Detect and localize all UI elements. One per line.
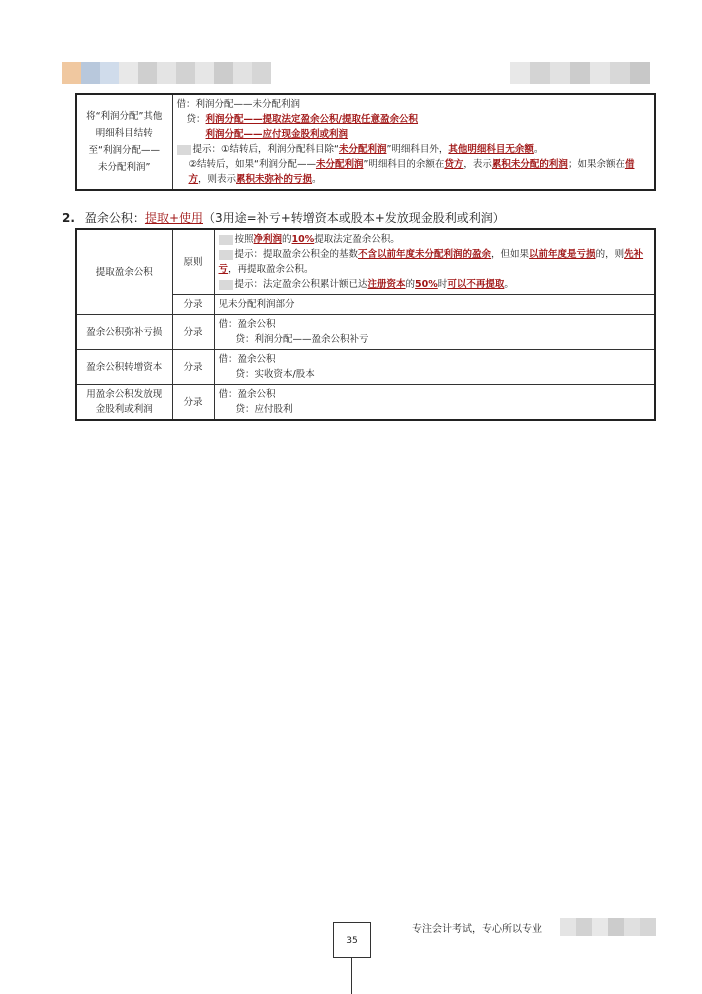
credit-line: 贷：应付股利 [235,404,293,415]
blur-block [157,62,176,84]
entry-cell: 见未分配利润部分 [214,295,655,315]
blur-block [530,62,550,84]
blur-block [62,62,81,84]
principle-line-1: 按照净利润的10%提取法定盈余公积。 [219,232,651,247]
blur-block [510,62,530,84]
table-row [76,315,655,350]
row-label: 用盈余公积发放现金股利或利润 [76,385,172,421]
debit-line: 借：盈余公积 [218,389,276,400]
blur-block [81,62,100,84]
page-number: 35 [333,922,371,958]
credit-line: 贷：实收资本/股本 [235,369,315,380]
blur-block [590,62,610,84]
section-number: 2. [62,211,75,225]
entry-cell [214,350,655,385]
blur-block [608,918,624,936]
blur-block [640,918,656,936]
tip-icon [219,250,233,260]
credit-line-1: 贷：利润分配——提取法定盈余公积/提取任意盈余公积 [186,114,419,125]
table-row [76,385,655,421]
blur-block [233,62,252,84]
credit-line: 贷：利润分配——盈余公积补亏 [235,334,369,345]
surplus-reserve-table [75,228,656,421]
blur-block [560,918,576,936]
blur-block [252,62,271,84]
row-label: 将“利润分配”其他明细科目结转至“利润分配——未分配利润” [76,94,172,190]
blur-block [624,918,640,936]
blur-block [592,918,608,936]
blur-block [630,62,650,84]
blur-block [138,62,157,84]
tip-line-1: 提示：①结转后，利润分配科目除“未分配利润”明细科目外，其他明细科目无余额。 [177,142,651,157]
blur-block [100,62,119,84]
principle-cell [214,229,655,295]
closing-entry-table [75,93,656,191]
table-row [76,229,655,295]
footer-slogan: 专注会计考试，专心所以专业 [412,924,542,935]
credit-line-2: 利润分配——应付现金股利或利润 [205,129,349,140]
debit-line: 借：盈余公积 [218,319,276,330]
entry-cell [214,315,655,350]
entry-cell [214,385,655,421]
page-divider [351,958,352,994]
table-row [76,94,655,190]
tip-line-2: ②结转后，如果“利润分配——未分配利润”明细科目的余额在贷方，表示累积未分配的利润；如果余额在借方，则表示累积未弥补的亏损。 [188,159,635,185]
blurred-header-logo-left [62,62,271,84]
blur-block [195,62,214,84]
blur-block [119,62,138,84]
row-sublabel: 分录 [172,385,214,421]
journal-entry-cell [172,94,655,190]
blurred-footer-logo [560,918,656,936]
row-label: 提取盈余公积 [76,229,172,315]
blur-block [550,62,570,84]
tip-icon [177,145,191,155]
row-sublabel: 分录 [172,315,214,350]
row-sublabel: 分录 [172,295,214,315]
row-sublabel: 分录 [172,350,214,385]
blur-block [176,62,195,84]
table-row [76,350,655,385]
blur-block [576,918,592,936]
row-label: 盈余公积转增资本 [76,350,172,385]
row-sublabel: 原则 [172,229,214,295]
blur-block [570,62,590,84]
debit-line: 借：利润分配——未分配利润 [176,99,301,110]
row-label: 盈余公积弥补亏损 [76,315,172,350]
principle-line-2: 提示：提取盈余公积金的基数不含以前年度未分配利润的盈余，但如果以前年度是亏损的，则先补亏，再提取盈余公积。 [218,249,644,275]
blur-block [610,62,630,84]
blur-block [214,62,233,84]
blur-mark [219,235,233,245]
principle-line-3: 提示：法定盈余公积累计额已达注册资本的50%时可以不再提取。 [219,277,651,292]
blurred-header-logo-right [510,62,650,84]
tip-icon [219,280,233,290]
debit-line: 借：盈余公积 [218,354,276,365]
section-heading: 2. 盈余公积：提取+使用（3用途=补亏+转增资本或股本+发放现金股利或利润） [62,211,505,225]
